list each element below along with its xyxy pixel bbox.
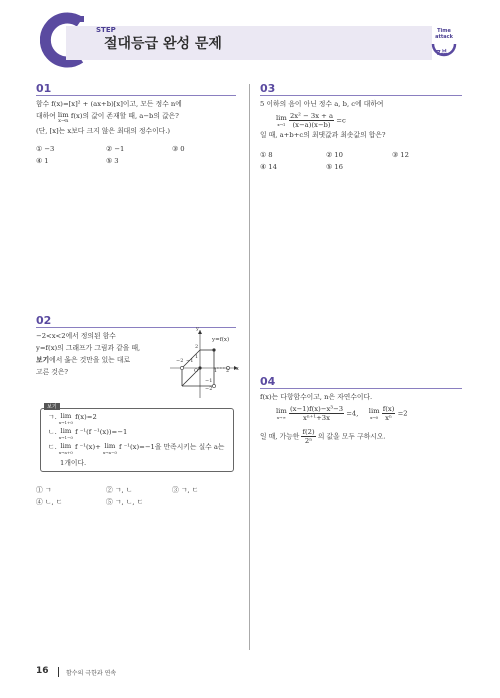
option-2[interactable]: ② −1 [106,145,125,153]
graph-tick: 1 [195,354,199,360]
q03-equation: lim x→1 $\frac{\text{2x² − 3x + a}}{(x-a)(x-b)}$ =c [276,112,346,129]
q02-line2: y=f(x)의 그래프가 그림과 같을 때, [36,344,141,352]
column-divider [249,84,250,650]
graph-origin: O [194,368,199,374]
question-number: 03 [260,82,276,95]
step-label: STEP [96,26,116,34]
question-number: 01 [36,82,52,95]
time-attack-label: Time attack [435,28,453,40]
option-4[interactable]: ④ ㄴ, ㄷ [36,498,63,506]
q02-line1: −2<x<2에서 정의된 함수 [36,332,116,340]
question-rule [260,388,462,389]
q02-line4: 고른 것은? [36,368,69,376]
q04-line3: 일 때, 가능한 $\frac{f(2)}{\text{2ⁿ}}$ 의 값을 모두 구하시오. [260,428,386,445]
q01-line3: (단, [x]는 x보다 크지 않은 최대의 정수이다.) [36,127,171,135]
graph-label: y=f(x) [212,337,230,343]
option-1[interactable]: ① ㄱ [36,486,52,494]
question-rule [260,95,462,96]
q04-line1: f(x)는 다항함수이고, n은 자연수이다. [260,393,373,401]
graph-tick: −2 [205,386,213,392]
q03-line1: 5 이하의 음이 아닌 정수 a, b, c에 대하여 [260,100,384,108]
option-2[interactable]: ② ㄱ, ㄴ [106,486,133,494]
bogi-item-d-cont: 1개이다. [60,459,87,467]
option-5[interactable]: ⑤ 16 [326,163,343,171]
graph-y-label: y [196,326,199,332]
time-minutes: 7분 [436,49,448,57]
q03-line3: 일 때, a+b+c의 최댓값과 최솟값의 합은? [260,131,386,139]
bogi-item-d: ㄷ. lim x→a+0 f ⁻¹(x)+ lim x→a−0 f ⁻¹(x)=−1을 만족시키는 실수 a는 [48,442,225,455]
option-1[interactable]: ① −3 [36,145,55,153]
option-4[interactable]: ④ 1 [36,157,49,165]
option-5[interactable]: ⑤ ㄱ, ㄴ, ㄷ [106,498,144,506]
question-number: 02 [36,314,52,327]
page-number: 16 [36,666,49,676]
question-rule [36,95,236,96]
footer-separator [58,667,59,677]
graph-tick: −2 [176,358,184,364]
graph-tick: 2 [195,344,199,350]
question-number: 04 [260,375,276,388]
bogi-label: 보기 [44,403,60,410]
option-3[interactable]: ③ 0 [172,145,185,153]
option-3[interactable]: ③ 12 [392,151,409,159]
graph-tick: 2 [226,368,230,374]
graph-tick: −1 [186,358,194,364]
graph-tick: −1 [205,378,213,384]
option-2[interactable]: ② 10 [326,151,343,159]
q02-line3: 보기에서 옳은 것만을 있는 대로 [36,356,131,364]
q01-line1: 함수 f(x)=[x]² + (ax+b)[x]이고, 모든 정수 n에 [36,100,182,108]
q01-line2: 대하여 lim x→n f(x)의 값이 존재할 때, a−b의 값은? [36,111,179,124]
page-title: 절대등급 완성 문제 [104,36,222,52]
option-5[interactable]: ⑤ 3 [106,157,119,165]
q04-equation: lim x→∞ $\frac{\text{(x−1)f(x)−x³−3}}{\text{xⁿ⁺¹+3x}}$ =4, lim x→0 $\frac{f(x)}{\text{xⁿ}}$ =2 [276,405,408,422]
option-4[interactable]: ④ 14 [260,163,277,171]
section-title: 함수의 극한과 연속 [66,670,117,677]
option-3[interactable]: ③ ㄱ, ㄷ [172,486,199,494]
bogi-item-g: ㄱ. lim x→1+0 f(x)=2 [48,412,97,425]
option-1[interactable]: ① 8 [260,151,273,159]
graph-tick: 1 [214,368,218,374]
bogi-item-n: ㄴ. lim x→1−0 f ⁻¹(f ⁻¹(x))=−1 [48,427,128,440]
graph-x-label: x [236,366,239,372]
